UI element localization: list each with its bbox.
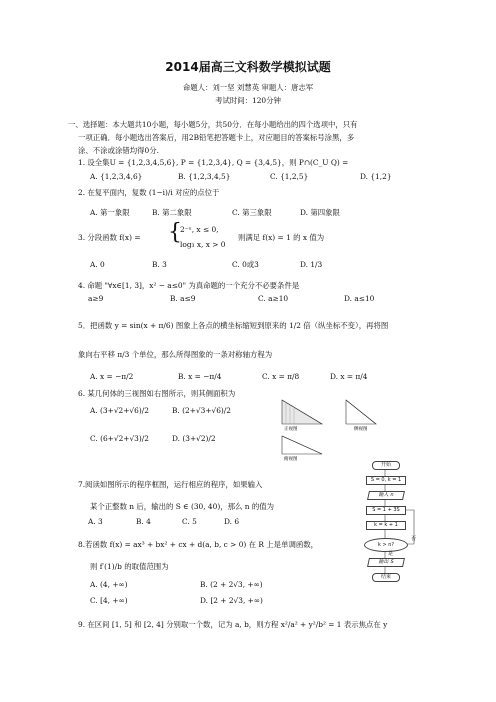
question-5-line1: 5．把函数 y = sin(x + π/6) 图象上各点的横坐标缩短到原来的 1/2 倍（纵坐标不变），再将图 <box>78 321 389 330</box>
flow-start: 开始 <box>372 461 400 470</box>
question-1-stem: 1. 设全集U = {1,2,3,4,5,6}, P = {1,2,3,4}, Q = {3,4,5}，则 P∩(C_U Q) = <box>78 158 349 167</box>
question-6-stem: 6. 某几何体的三视图如右图所示，则其侧面积为 <box>78 389 236 398</box>
question-6-option-b: B. (2+√3+√6)/2 <box>172 406 231 415</box>
question-5-option-c: C. x = π/8 <box>262 372 300 381</box>
question-4-option-a: a≥9 <box>88 294 104 303</box>
question-8-option-a: A. (4, +∞) <box>90 580 128 589</box>
question-7-line2: 某个正整数 n 后，输出的 S ∈ (30, 40)，那么 n 的值为 <box>90 502 275 511</box>
question-7-line1: 7.阅读如图所示的程序框图，运行相应的程序，如果输入 <box>78 480 263 489</box>
question-8-line2: 则 f′(1)/b 的取值范围为 <box>90 562 169 571</box>
section-instructions-line2: 一项正确．每小题选出答案后，用2B铅笔把答题卡上，对应题目的答案标号涂黑，多 <box>78 133 355 142</box>
flow-output: 输出 S <box>367 558 405 567</box>
flow-decision: k > n? <box>364 538 408 552</box>
label-side-view: 侧视图 <box>354 427 368 432</box>
question-3-option-d: D. 1/3 <box>300 260 323 269</box>
question-5-option-a: A. x = −π/2 <box>90 372 134 381</box>
question-3-option-c: C. 0或3 <box>232 260 259 269</box>
question-5-line2: 象向右平移 π/3 个单位，那么所得图象的一条对称轴方程为 <box>78 350 273 359</box>
flowchart-arrows <box>360 458 420 583</box>
question-7-option-b: B. 4 <box>136 517 151 526</box>
question-3-brace: { <box>168 220 182 245</box>
question-1-option-b: B. {1,2,3,4,5} <box>178 172 231 181</box>
question-3-piece-2: log₃ x, x > 0 <box>180 240 226 249</box>
flow-init: S = 0, k = 1 <box>366 476 406 485</box>
question-3-stem-a: 3. 分段函数 f(x) = <box>78 233 141 242</box>
question-7-option-c: C. 5 <box>182 517 197 526</box>
question-8-line1: 8.若函数 f(x) = ax³ + bx² + cx + d(a, b, c > 0) 在 R 上是单调函数， <box>78 540 319 549</box>
authors-line: 命题人：刘一坚 刘慧英 审题人：唐志军 <box>182 83 314 92</box>
question-2-stem: 2. 在复平面内，复数 (1−i)/i 对应的点位于 <box>78 188 220 197</box>
top-view <box>282 436 322 454</box>
question-9-stem: 9. 在区间 [1, 5] 和 [2, 4] 分别取一个数，记为 a, b，则方程 x²/a² + y²/b² = 1 表示焦点在 y <box>78 620 388 629</box>
question-2-option-c: C. 第三象限 <box>232 208 272 217</box>
question-2-option-d: D. 第四象限 <box>300 208 340 217</box>
flow-input: 输入 n <box>367 491 405 500</box>
question-2-option-b: B. 第二象限 <box>152 208 192 217</box>
question-6-option-c: C. (6+√2+√3)/2 <box>90 434 149 443</box>
question-2-option-a: A. 第一象限 <box>90 208 130 217</box>
question-1-option-a: A. {1,2,3,4,6} <box>90 172 143 181</box>
question-3-option-a: A. 0 <box>90 260 105 269</box>
question-1-option-d: D. {1,2} <box>360 172 392 181</box>
question-4-option-c: C. a≥10 <box>258 294 289 303</box>
question-4-option-b: B. a≤9 <box>170 294 196 303</box>
question-7-option-a: A. 3 <box>88 517 103 526</box>
question-6-option-d: D. (3+√2)/2 <box>172 434 216 443</box>
section-instructions-line3: 涂、不涂或涂错均得0分. <box>78 146 159 155</box>
front-view <box>282 400 322 424</box>
question-7-option-d: D. 6 <box>224 517 240 526</box>
flow-no-label: 否 <box>411 536 417 542</box>
label-top-view: 俯视图 <box>284 457 298 462</box>
flow-update-s: S = 1 + 3S <box>366 506 406 515</box>
question-3-stem-b: 则满足 f(x) = 1 的 x 值为 <box>238 233 325 242</box>
question-4-option-d: D. a≤10 <box>344 294 375 303</box>
side-view <box>346 400 376 424</box>
question-6-option-a: A. (3+√2+√6)/2 <box>90 406 149 415</box>
flow-update-k: k = k + 1 <box>366 521 406 530</box>
question-8-option-d: D. [2 + 2√3, +∞) <box>200 596 263 605</box>
question-1-option-c: C. {1,2,5} <box>270 172 309 181</box>
question-5-option-b: B. x = −π/4 <box>178 372 222 381</box>
label-front-view: 正视图 <box>284 427 298 432</box>
exam-time: 考试时间：120分钟 <box>215 96 281 105</box>
question-3-option-b: B. 3 <box>152 260 167 269</box>
question-5-option-d: D. x = π/4 <box>330 372 368 381</box>
page-title: 2014届高三文科数学模拟试题 <box>165 60 331 74</box>
flow-yes-label: 是 <box>388 551 394 557</box>
three-view-figure <box>276 394 388 464</box>
question-8-option-c: C. [4, +∞) <box>90 596 128 605</box>
section-instructions-line1: 一、选择题：本大题共10小题，每小题5分，共50分．在每小题给出的四个选项中，只有 <box>68 120 358 129</box>
flow-end: 结束 <box>372 573 400 582</box>
question-8-option-b: B. (2 + 2√3, +∞) <box>200 580 263 589</box>
question-4-stem: 4. 命题 "∀x∈[1, 3]，x² − a≤0" 为真命题的一个充分不必要条件是 <box>78 281 300 290</box>
question-3-piece-1: 2⁻ˣ, x ≤ 0, <box>180 225 219 234</box>
